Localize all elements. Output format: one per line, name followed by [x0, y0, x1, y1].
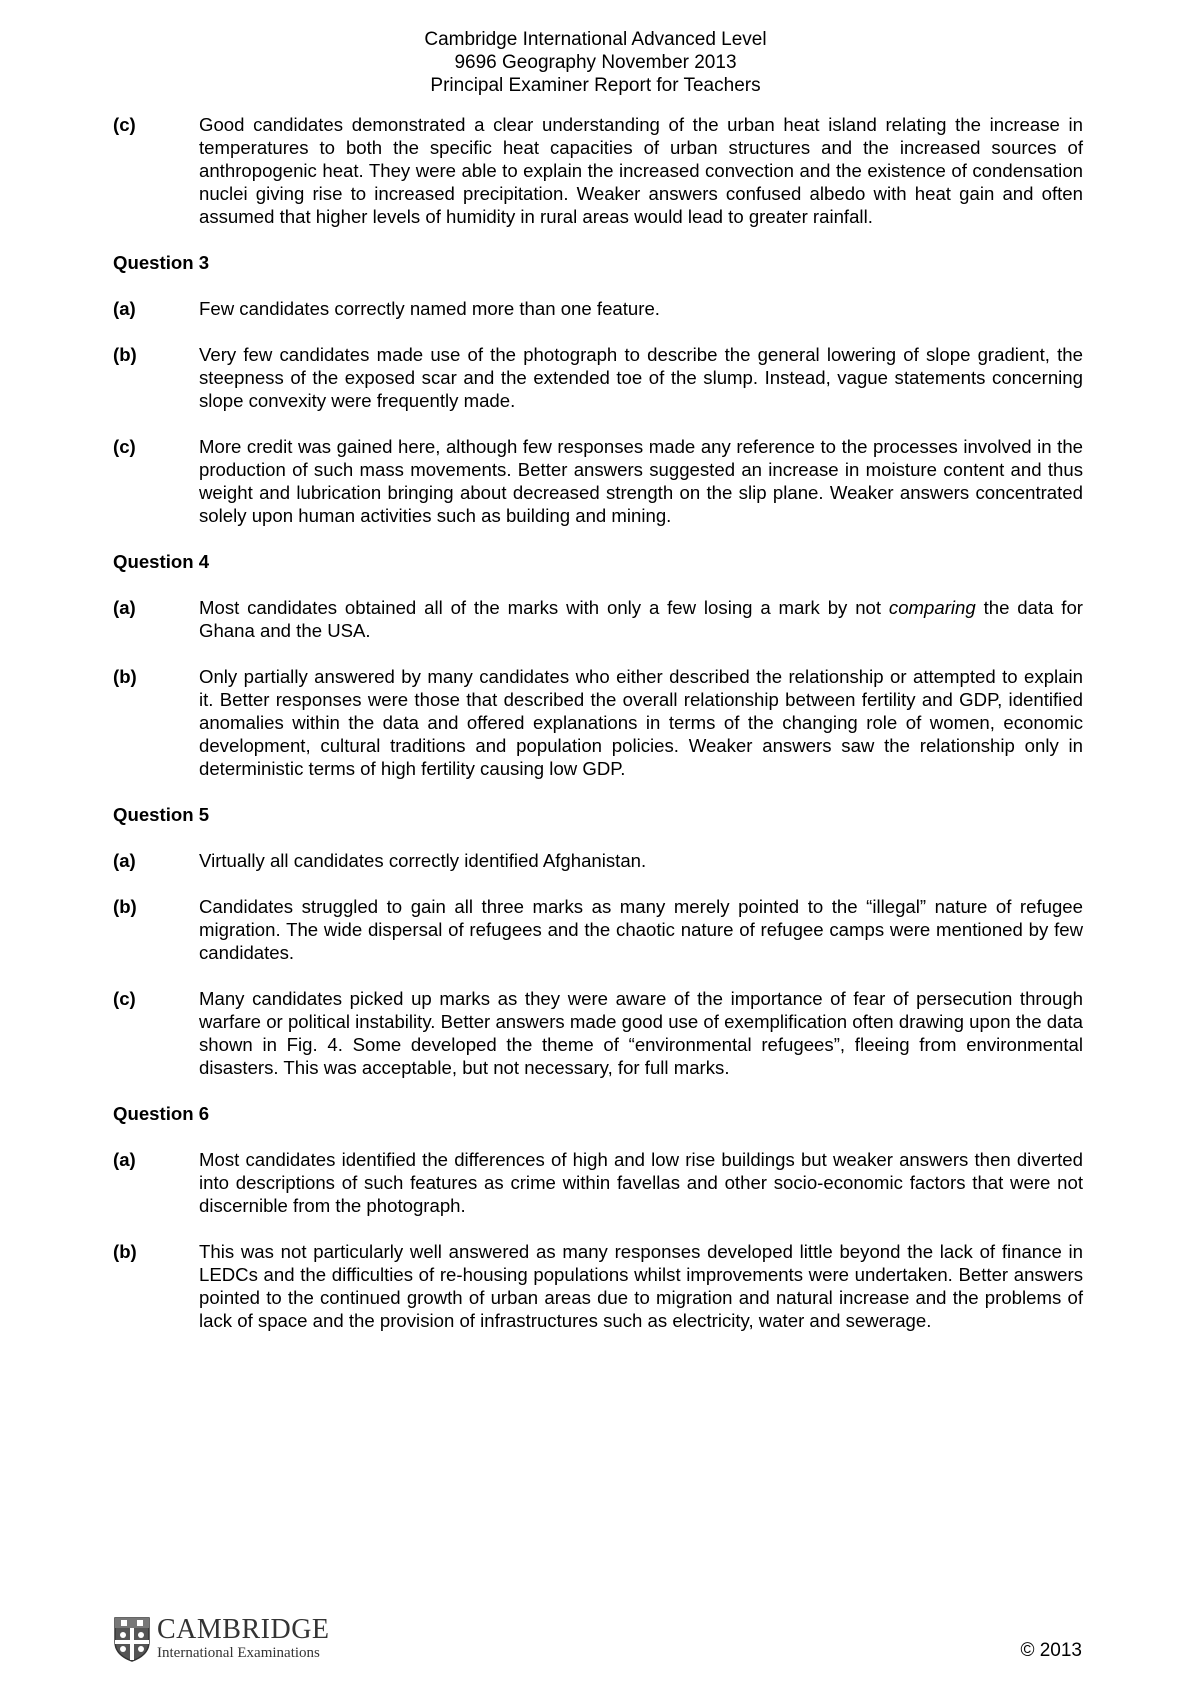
item-label: (b): [113, 896, 137, 917]
item-text-part: the data for Ghana and the USA.: [199, 597, 1083, 641]
item-text: This was not particularly well answered as many responses developed little beyond the lack of finance in LEDCs and the difficulties of re-housing populations whilst improvements were undertaken. Better answers pointed to the continued growth of urban areas due to migration and natural increase and the problems of lack of space and the provision of infrastructures such as electricity, water and sewerage.: [199, 1241, 1083, 1331]
q6-item-a: [113, 1148, 1083, 1217]
question-3-heading: Question 3: [113, 252, 210, 273]
item-label: (b): [113, 1241, 137, 1262]
item-text: Many candidates picked up marks as they were aware of the importance of fear of persecution through warfare or political instability. Better answers made good use of exemplification often drawing upon the data shown in Fig. 4. Some developed the theme of “environmental refugees”, fleeing from environmental disasters. This was acceptable, but not necessary, for full marks.: [199, 988, 1083, 1078]
item-text: Very few candidates made use of the photograph to describe the general lowering of slope gradient, the steepness of the exposed scar and the extended toe of the slump. Instead, vague statements concerning slope convexity were frequently made.: [199, 344, 1083, 411]
q3-item-a: [113, 297, 1083, 320]
item-label: (a): [113, 1149, 136, 1170]
logo-main-text: CAMBRIDGE: [157, 1614, 330, 1645]
item-text: More credit was gained here, although few responses made any reference to the processes involved in the production of such mass movements. Better answers suggested an increase in moisture content and thus weight and lubrication bringing about decreased strength on the slip plane. Weaker answers concentrated solely upon human activities such as building and mining.: [199, 436, 1083, 526]
header-line-2: 9696 Geography November 2013: [454, 52, 737, 73]
item-text-emphasis: comparing: [888, 597, 976, 618]
cambridge-logo: [113, 1616, 330, 1662]
item-text: Good candidates demonstrated a clear understanding of the urban heat island relating the increase in temperatures to both the specific heat capacities of urban structures and the increased sources of anthropogenic heat. They were able to explain the increased convection and the existence of condensation nuclei giving rise to increased precipitation. Weaker answers confused albedo with heat gain and often assumed that higher levels of humidity in rural areas would lead to greater rainfall.: [199, 114, 1083, 227]
item-label: (c): [113, 988, 136, 1009]
intro-item-c: [113, 113, 1083, 228]
q3-item-b: [113, 343, 1083, 412]
question-4-heading: Question 4: [113, 551, 210, 572]
q5-item-c: [113, 987, 1083, 1079]
item-label: (a): [113, 597, 136, 618]
item-label: (c): [113, 114, 136, 135]
item-text: Candidates struggled to gain all three marks as many merely pointed to the “illegal” nature of refugee migration. The wide dispersal of refugees and the chaotic nature of refugee camps were mentioned by few candidates.: [199, 896, 1083, 963]
report-body: [113, 113, 1083, 1355]
copyright-notice: © 2013: [1020, 1640, 1082, 1661]
header-line-1: Cambridge International Advanced Level: [424, 29, 767, 50]
item-text-part: Most candidates obtained all of the marks with only a few losing a mark by not: [199, 597, 889, 618]
q5-item-b: [113, 895, 1083, 964]
question-6-heading: Question 6: [113, 1103, 210, 1124]
page-header: [0, 28, 1191, 97]
logo-text: [157, 1616, 330, 1662]
q3-item-c: [113, 435, 1083, 527]
item-text: Only partially answered by many candidates who either described the relationship or attempted to explain it. Better responses were those that described the overall relationship between fertility and GDP, identified anomalies within the data and offered explanations in terms of the changing role of women, economic development, cultural traditions and population policies. Weaker answers saw the relationship only in deterministic terms of high fertility causing low GDP.: [199, 666, 1083, 779]
cambridge-crest-icon: [113, 1616, 151, 1662]
item-label: (b): [113, 666, 137, 687]
item-text: [199, 596, 1083, 642]
item-label: (a): [113, 298, 136, 319]
q4-item-a: [113, 596, 1083, 642]
header-line-3: Principal Examiner Report for Teachers: [430, 75, 761, 96]
item-label: (c): [113, 436, 136, 457]
question-5-heading: Question 5: [113, 804, 210, 825]
q6-item-b: [113, 1240, 1083, 1332]
logo-sub-text: International Examinations: [157, 1645, 320, 1661]
item-text: Virtually all candidates correctly identified Afghanistan.: [199, 850, 647, 871]
q5-item-a: [113, 849, 1083, 872]
item-text: Most candidates identified the differences of high and low rise buildings but weaker answers then diverted into descriptions of such features as crime within favellas and other socio-economic factors that were not discernible from the photograph.: [199, 1149, 1083, 1216]
item-label: (b): [113, 344, 137, 365]
item-text: Few candidates correctly named more than one feature.: [199, 298, 660, 319]
q4-item-b: [113, 665, 1083, 780]
item-label: (a): [113, 850, 136, 871]
